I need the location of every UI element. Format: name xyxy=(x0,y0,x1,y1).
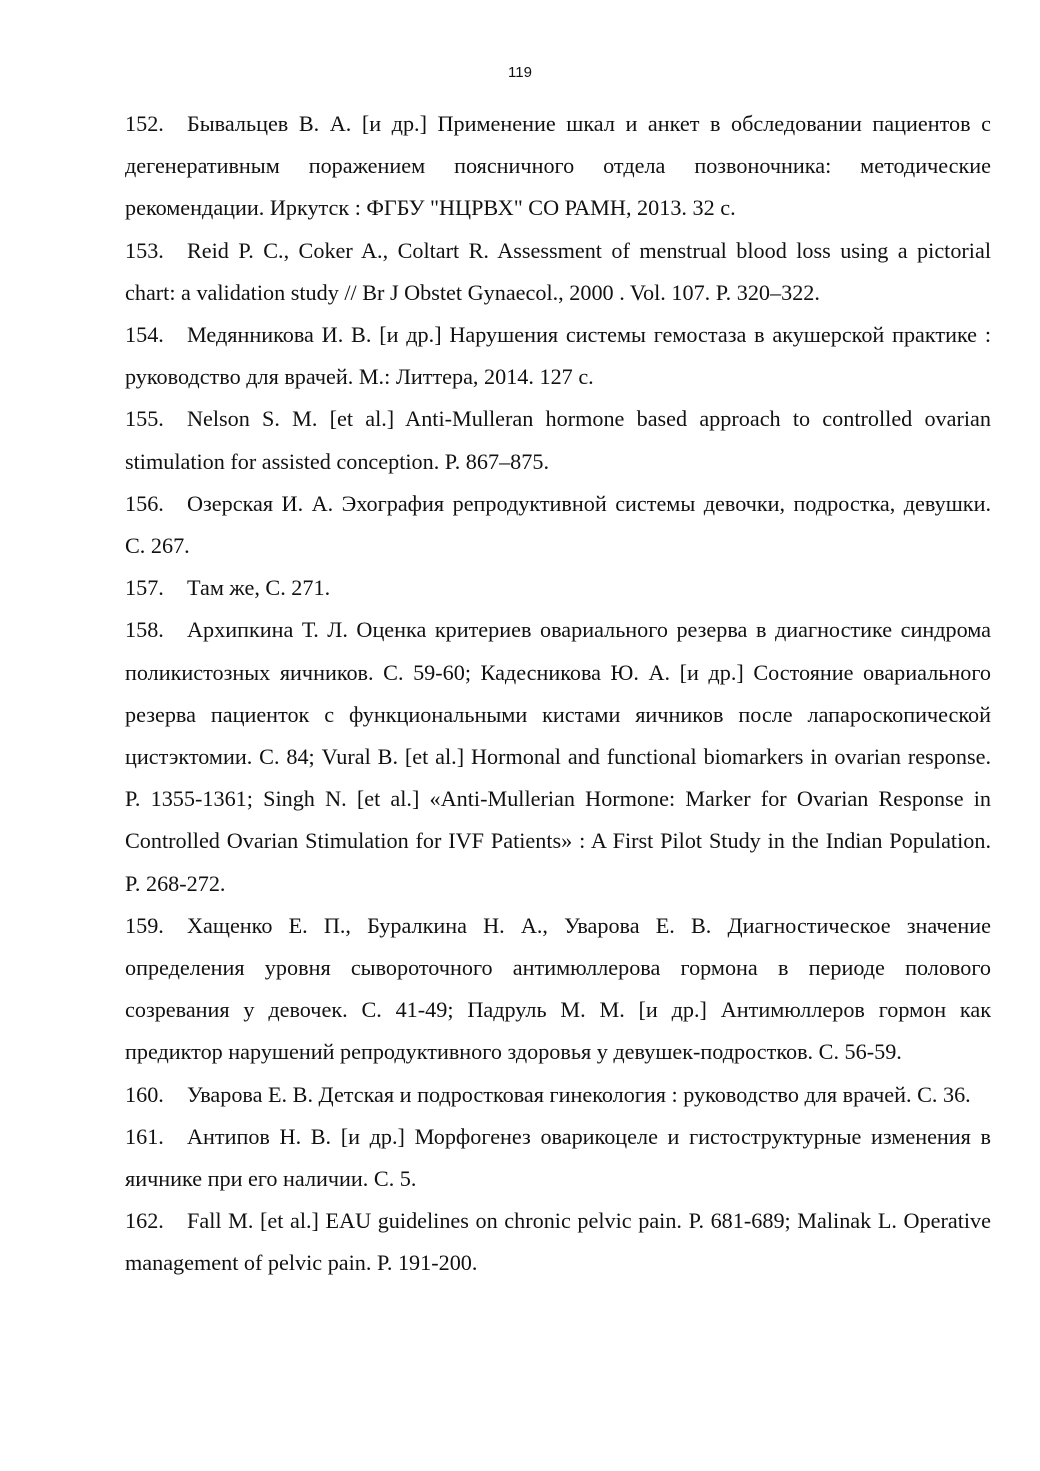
reference-number: 152. xyxy=(125,111,164,136)
reference-text: Там же, С. 271. xyxy=(187,575,331,601)
reference-number: 153. xyxy=(125,237,164,263)
reference-text: Антипов Н. В. [и др.] Морфогенез оварикоцеле и гистоструктурные изменения в яичнике при его наличии. С. 5. xyxy=(125,1123,991,1192)
reference-text: Nelson S. M. [et al.] Anti-Mulleran hormone based approach to controlled ovarian stimulation for assisted conception. P. 867–875. xyxy=(125,406,991,474)
reference-item-158 xyxy=(125,609,991,904)
reference-number: 156. xyxy=(125,490,164,516)
reference-item-157 xyxy=(125,567,991,609)
reference-number: 154. xyxy=(125,322,164,348)
reference-number: 160. xyxy=(125,1081,164,1107)
reference-text: Reid P. C., Coker A., Coltart R. Assessment of menstrual blood loss using a pictorial chart: a validation study // Br J Obstet Gynaecol., 2000 . Vol. 107. P. 320–322. xyxy=(125,237,991,305)
reference-number: 161. xyxy=(125,1123,164,1149)
reference-text: Уварова Е. В. Детская и подростковая гинекология : руководство для врачей. С. 36. xyxy=(187,1081,971,1107)
reference-text: Fall M. [et al.] EAU guidelines on chronic pelvic pain. P. 681-689; Malinak L. Operative management of pelvic pain. P. 191-200. xyxy=(125,1208,991,1276)
reference-text: Медянникова И. В. [и др.] Нарушения системы гемостаза в акушерской практике : руководство для врачей. М.: Литтера, 2014. 127 с. xyxy=(125,322,991,390)
reference-text: Хащенко Е. П., Буралкина Н. А., Уварова Е. В. Диагностическое значение определения уровня сывороточного антимюллерова гормона в периоде полового созревания у девочек. С. 41-49; Падруль М. М. [и др.] Антимюллеров гормон как предиктор нарушений репродуктивного здоровья у девушек-подростков. С. 56-59. xyxy=(125,912,991,1065)
reference-item-154 xyxy=(125,314,991,398)
reference-item-153 xyxy=(125,230,991,314)
reference-text: Озерская И. А. Эхография репродуктивной системы девочки, подростка, девушки. С. 267. xyxy=(125,490,991,559)
reference-item-155 xyxy=(125,398,991,482)
reference-item-160 xyxy=(125,1074,991,1116)
reference-item-152 xyxy=(125,103,991,230)
reference-number: 159. xyxy=(125,912,164,938)
reference-number: 155. xyxy=(125,406,164,432)
reference-item-156 xyxy=(125,483,991,567)
reference-number: 158. xyxy=(125,617,164,643)
reference-item-162 xyxy=(125,1200,991,1284)
reference-number: 157. xyxy=(125,575,164,601)
reference-list xyxy=(125,103,991,1285)
reference-text: Архипкина Т. Л. Оценка критериев овариального резерва в диагностике синдрома поликистозных яичников. С. 59-60; Кадесникова Ю. А. [и др.] Состояние овариального резерва пациенток с функциональными кистами яичников после лапароскопической цистэктомии. С. 84; Vural B. [et al.] Hormonal and functional biomarkers in ovarian response. P. 1355-1361; Singh N. [et al.] «Anti-Mullerian Hormone: Marker for Ovarian Response in Controlled Ovarian Stimulation for IVF Patients» : A First Pilot Study in the Indian Population. P. 268-272. xyxy=(125,617,991,896)
reference-number: 162. xyxy=(125,1208,164,1234)
reference-item-159 xyxy=(125,905,991,1074)
reference-item-161 xyxy=(125,1116,991,1200)
page-number: 119 xyxy=(508,64,532,81)
reference-text: Бывальцев В. А. [и др.] Применение шкал и анкет в обследовании пациентов с дегенеративным поражением поясничного отдела позвоночника: методические рекомендации. Иркутск : ФГБУ "НЦРВХ" СО РАМН, 2013. 32 с. xyxy=(125,111,991,221)
